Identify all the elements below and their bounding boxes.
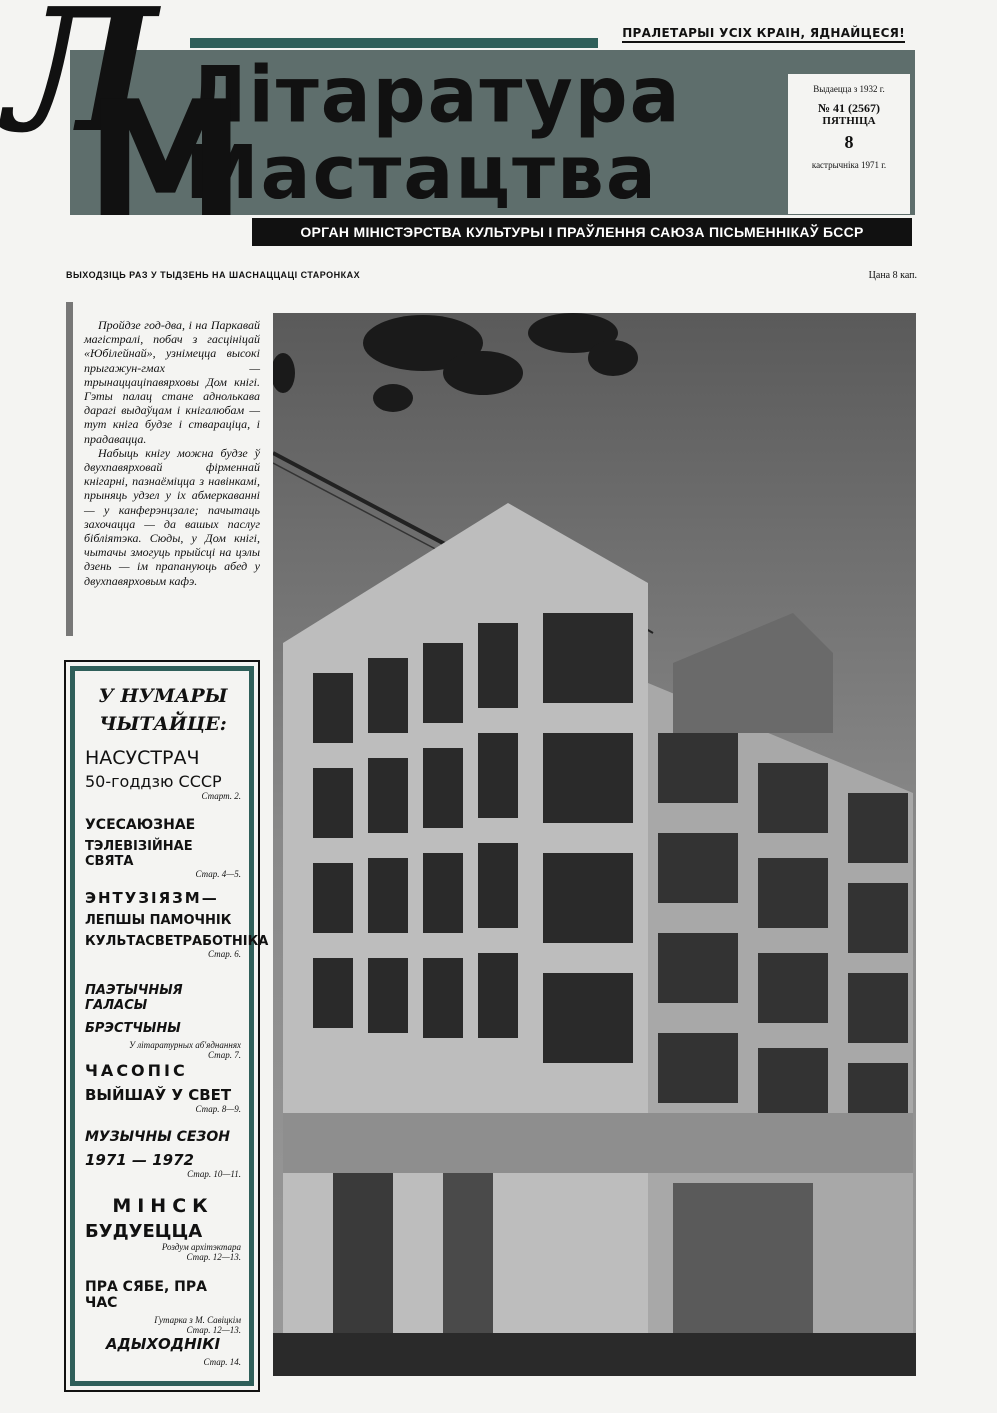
contents-item-line-1: УСЕСАЮЗНАЕ xyxy=(85,817,196,833)
intro-article xyxy=(84,318,260,588)
contents-box xyxy=(64,660,269,1392)
masthead-title-line-2: Мастацтва xyxy=(185,130,658,216)
contents-item-line-3: КУЛЬТАСВЕТРАБОТНІКА xyxy=(85,934,269,949)
contents-item-line-1: МУЗЫЧНЫ СЕЗОН xyxy=(85,1129,230,1145)
issue-month-year: кастрычніка 1971 г. xyxy=(811,159,887,170)
contents-item-line-2: 1971 — 1972 xyxy=(85,1151,194,1169)
contents-item[interactable] xyxy=(85,1061,241,1114)
contents-item-page: Стар. 6. xyxy=(208,949,241,959)
issue-since: Выдаецца з 1932 г. xyxy=(813,84,885,94)
contents-item-page: Стар. 8—9. xyxy=(195,1104,241,1114)
contents-item-page: Стар. 7. xyxy=(208,1050,241,1060)
intro-paragraph-1: Пройдзе год-два, і на Паркавай магістралі, побач з гасцініцай «Юбілейнай», узнімецца высокі прыгажун-гмах — трынаццаціпавярховы Дом кнігі. Гэты палац стане аднолькава дарагі выдаўцам і кнігалюбам — тут кніга будзе і ствараціца, і прадавацца. xyxy=(84,318,260,446)
contents-item-line-1: МІНСК xyxy=(112,1195,214,1217)
contents-item-note: Роздум архітэктара xyxy=(161,1242,241,1252)
contents-item-line-2: БУДУЕЦЦА xyxy=(85,1221,203,1242)
contents-item[interactable] xyxy=(85,1279,241,1335)
contents-item-page: Стар. 10—11. xyxy=(187,1169,241,1179)
intro-side-bar xyxy=(66,302,73,636)
price: Цана 8 кап. xyxy=(868,270,917,281)
organ-banner: ОРГАН МІНІСТЭРСТВА КУЛЬТУРЫ І ПРАЎЛЕННЯ САЮЗА ПІСЬМЕННІКАЎ БССР xyxy=(252,218,912,246)
contents-heading-1: У НУМАРЫ xyxy=(98,685,228,707)
contents-item-page: Стар. 14. xyxy=(203,1357,241,1367)
slogan: ПРАЛЕТАРЫІ УСІХ КРАІН, ЯДНАЙЦЕСЯ! xyxy=(622,26,905,43)
masthead-logo-letter-l: Л xyxy=(6,0,157,171)
building-construction-image xyxy=(273,313,916,1376)
contents-heading-2: ЧЫТАЙЦЕ: xyxy=(99,713,227,735)
issue-day: 8 xyxy=(844,132,854,153)
contents-item[interactable] xyxy=(85,1195,241,1262)
masthead-title-line-1: Літаратура xyxy=(185,49,682,141)
publication-frequency: ВЫХОДЗІЦЬ РАЗ У ТЫДЗЕНЬ НА ШАСНАЦЦАЦІ СТАРОНКАХ xyxy=(66,270,361,280)
contents-item[interactable] xyxy=(85,889,269,959)
contents-item-line-1: ПРА СЯБЕ, ПРА ЧАС xyxy=(85,1279,207,1311)
contents-item[interactable] xyxy=(85,817,241,879)
issue-number: № 41 (2567) xyxy=(817,100,881,115)
masthead-logo-letter-m: М xyxy=(86,66,246,253)
contents-item-line-2: ТЭЛЕВІЗІЙНАЕ СВЯТА xyxy=(85,839,193,869)
contents-item-line-2: 50-годдзю СССР xyxy=(85,772,222,791)
masthead-top-rule xyxy=(190,38,598,48)
contents-item[interactable] xyxy=(85,983,241,1060)
contents-item-note: Гутарка з М. Савіцкім xyxy=(154,1315,241,1325)
issue-info-box xyxy=(788,74,910,214)
contents-box-frame xyxy=(70,666,269,1386)
contents-item-page: Старт. 2. xyxy=(201,791,241,801)
contents-item-line-1: ЧАСОПІС xyxy=(85,1061,188,1080)
contents-item-line-1: ПАЭТЫЧНЫЯ ГАЛАСЫ xyxy=(85,983,183,1013)
contents-item-page: Стар. 12—13. xyxy=(186,1252,241,1262)
contents-item-line-1: ЭНТУЗІЯЗМ— xyxy=(85,889,219,907)
contents-item-note: У літаратурных аб'яднаннях xyxy=(128,1040,241,1050)
contents-item-line-2: ВЫЙШАЎ У СВЕТ xyxy=(85,1086,232,1104)
contents-item-line-1: НАСУСТРАЧ xyxy=(85,747,200,769)
contents-item-page: Стар. 4—5. xyxy=(195,869,241,879)
contents-item[interactable] xyxy=(85,1335,241,1367)
intro-paragraph-2: Набыць кнігу можна будзе ў двухпавярховай фірменнай кнігарні, пазнаёміцца з навінкамі, прыняць удзел у іх абмеркаванні — у канферэнцзале; пачытаць захочацца — да вашых паслуг бібліятэка. Сюды, у Дом кнігі, чытачы змогуць прыйсці на цэлы дзень — ім прапануюць абед у двухпавярховым кафэ. xyxy=(84,445,260,588)
issue-weekday: ПЯТНІЦА xyxy=(822,115,876,128)
contents-item-line-2: ЛЕПШЫ ПАМОЧНІК xyxy=(85,913,232,928)
contents-item[interactable] xyxy=(85,1129,241,1179)
contents-item-page: Стар. 12—13. xyxy=(186,1325,241,1335)
contents-item[interactable] xyxy=(85,747,241,801)
construction-photo xyxy=(273,313,916,1376)
contents-item-line-2: БРЭСТЧЫНЫ xyxy=(85,1021,181,1036)
contents-item-line-1: АДЫХОДНІКІ xyxy=(105,1335,221,1353)
